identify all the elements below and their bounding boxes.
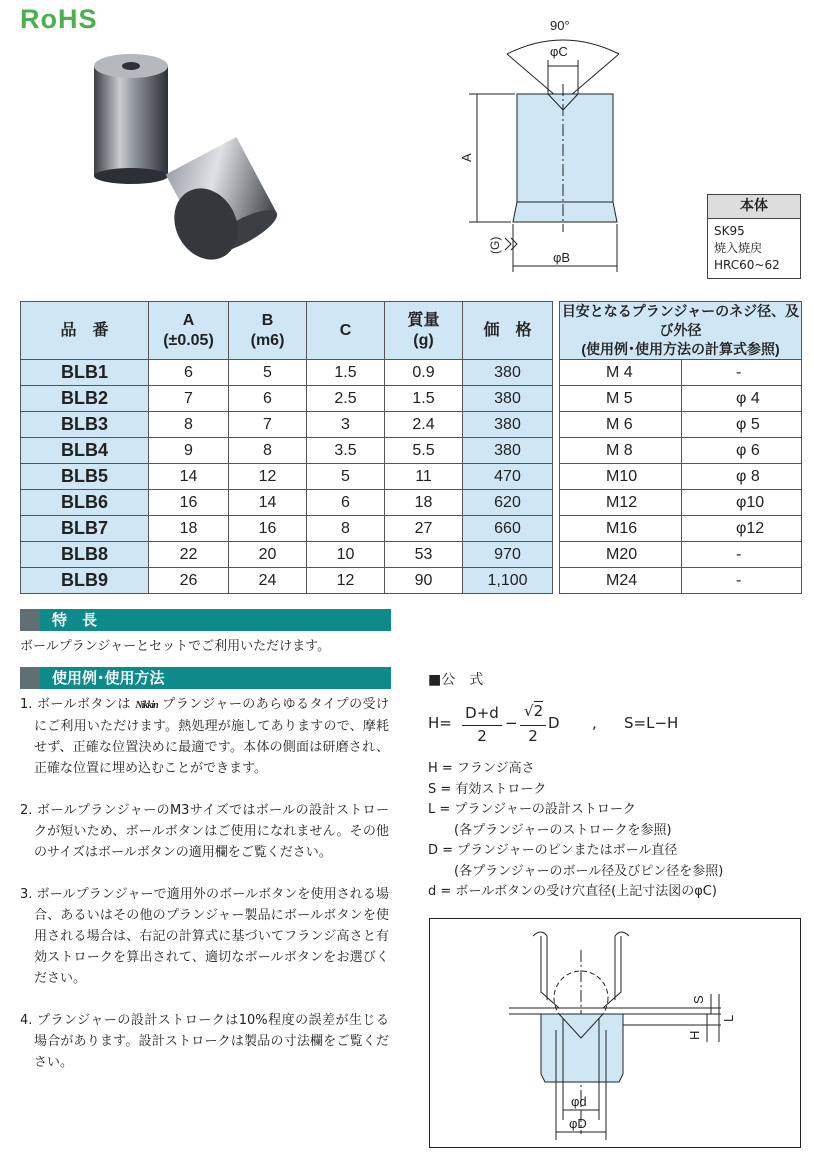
material-header: 本体 bbox=[708, 195, 800, 219]
cell-part: BLB1 bbox=[21, 360, 149, 386]
cell-dia: - bbox=[682, 360, 802, 386]
cell-b: 8 bbox=[229, 438, 307, 464]
plunger-right-wall bbox=[603, 936, 621, 1008]
header-price: 価 格 bbox=[463, 302, 553, 360]
cell-thread: M 5 bbox=[560, 386, 682, 412]
cell-b: 7 bbox=[229, 412, 307, 438]
cell-price: 660 bbox=[463, 516, 553, 542]
cell-price: 380 bbox=[463, 438, 553, 464]
header-plunger: 目安となるプランジャーのネジ径、及び外径 (使用例･使用方法の計算式参照) bbox=[560, 302, 802, 360]
table-header-row bbox=[21, 302, 802, 360]
cell-thread: M 6 bbox=[560, 412, 682, 438]
cell-mass: 11 bbox=[385, 464, 463, 490]
cell-thread: M10 bbox=[560, 464, 682, 490]
cell-c: 2.5 bbox=[307, 386, 385, 412]
cell-a: 9 bbox=[149, 438, 229, 464]
cell-dia: - bbox=[682, 542, 802, 568]
table-gap bbox=[553, 516, 560, 542]
cell-dia: φ 4 bbox=[682, 386, 802, 412]
formula-definitions bbox=[428, 759, 808, 903]
definition-line: (各プランジャーのボール径及びピン径を参照) bbox=[428, 863, 724, 879]
cell-mass: 1.5 bbox=[385, 386, 463, 412]
cell-part: BLB8 bbox=[21, 542, 149, 568]
cell-a: 16 bbox=[149, 490, 229, 516]
definition-line: H = フランジ高さ bbox=[428, 761, 535, 776]
table-row bbox=[21, 412, 802, 438]
cell-a: 8 bbox=[149, 412, 229, 438]
header-mark bbox=[20, 609, 40, 631]
cell-c: 1.5 bbox=[307, 360, 385, 386]
cell-thread: M 4 bbox=[560, 360, 682, 386]
table-row bbox=[21, 360, 802, 386]
cell-part: BLB3 bbox=[21, 412, 149, 438]
cell-b: 16 bbox=[229, 516, 307, 542]
header-part: 品 番 bbox=[21, 302, 149, 360]
table-gap bbox=[553, 542, 560, 568]
cell-mass: 2.4 bbox=[385, 412, 463, 438]
cell-part: BLB2 bbox=[21, 386, 149, 412]
cell-dia: φ12 bbox=[682, 516, 802, 542]
cell-price: 1,100 bbox=[463, 568, 553, 594]
features-header: 特 長 bbox=[20, 609, 391, 631]
material-box bbox=[707, 194, 801, 279]
cell-price: 970 bbox=[463, 542, 553, 568]
cell-c: 6 bbox=[307, 490, 385, 516]
definition-line: D = プランジャーのピンまたはボール直径 bbox=[428, 843, 678, 858]
header-mass: 質量 (g) bbox=[385, 302, 463, 360]
cell-b: 24 bbox=[229, 568, 307, 594]
table-gap bbox=[553, 386, 560, 412]
plunger-left-hook bbox=[533, 932, 547, 1000]
l-label: L bbox=[721, 1014, 736, 1022]
spec-table bbox=[20, 301, 802, 594]
angle-label: 90° bbox=[550, 18, 570, 33]
d-label: φd bbox=[571, 1094, 587, 1109]
cell-a: 18 bbox=[149, 516, 229, 542]
usage-item: 1. ボールボタンは Nikkin プランジャーのあらゆるタイプの受けにご利用いただけます。熱処理が施してありますので、摩耗せず、正確な位置決めに最適です。本体の側面は研磨され、正確な位置に埋め込むことができます。 bbox=[20, 697, 389, 776]
usage-item: 4. プランジャーの設計ストロークは10%程度の誤差が生じる場合があります。設計ストロークは製品の寸法欄をご覧ください。 bbox=[20, 1013, 389, 1070]
cell-dia: - bbox=[682, 568, 802, 594]
cell-mass: 90 bbox=[385, 568, 463, 594]
cell-part: BLB6 bbox=[21, 490, 149, 516]
cell-c: 8 bbox=[307, 516, 385, 542]
cell-dia: φ 5 bbox=[682, 412, 802, 438]
definition-line: L = プランジャーの設計ストローク bbox=[428, 802, 636, 817]
header-mark bbox=[20, 667, 40, 689]
table-row bbox=[21, 490, 802, 516]
b-label: φB bbox=[553, 250, 571, 265]
cell-part: BLB4 bbox=[21, 438, 149, 464]
cell-b: 6 bbox=[229, 386, 307, 412]
cell-mass: 53 bbox=[385, 542, 463, 568]
formula: H= D+d 2 − √2 2 D , S=L−H bbox=[428, 702, 679, 745]
cell-a: 6 bbox=[149, 360, 229, 386]
definition-line: (各プランジャーのストロークを参照) bbox=[428, 822, 672, 838]
cell-price: 380 bbox=[463, 412, 553, 438]
table-row bbox=[21, 516, 802, 542]
brand-logo: Nikkin bbox=[135, 700, 158, 711]
table-row bbox=[21, 386, 802, 412]
cell-part: BLB5 bbox=[21, 464, 149, 490]
cell-thread: M16 bbox=[560, 516, 682, 542]
cell-thread: M24 bbox=[560, 568, 682, 594]
header-a: A (±0.05) bbox=[149, 302, 229, 360]
cell-dia: φ10 bbox=[682, 490, 802, 516]
cell-a: 14 bbox=[149, 464, 229, 490]
cell-dia: φ 8 bbox=[682, 464, 802, 490]
table-gap bbox=[553, 438, 560, 464]
usage-header: 使用例･使用方法 bbox=[20, 667, 391, 689]
cell-thread: M20 bbox=[560, 542, 682, 568]
cell-dia: φ 6 bbox=[682, 438, 802, 464]
plunger-left-wall bbox=[541, 936, 559, 1008]
product-photo bbox=[88, 52, 303, 262]
cell-a: 7 bbox=[149, 386, 229, 412]
dimension-drawing bbox=[455, 10, 695, 272]
formula-title: ■公 式 bbox=[428, 672, 484, 688]
material-line: 焼入焼戻 bbox=[714, 241, 763, 255]
cell-b: 12 bbox=[229, 464, 307, 490]
cell-c: 5 bbox=[307, 464, 385, 490]
cell-price: 380 bbox=[463, 360, 553, 386]
table-gap bbox=[553, 490, 560, 516]
cell-c: 3.5 bbox=[307, 438, 385, 464]
table-gap bbox=[553, 568, 560, 594]
cell-mass: 0.9 bbox=[385, 360, 463, 386]
table-row bbox=[21, 438, 802, 464]
cell-mass: 18 bbox=[385, 490, 463, 516]
material-line: HRC60~62 bbox=[714, 258, 780, 272]
header-c: C bbox=[307, 302, 385, 360]
cell-b: 20 bbox=[229, 542, 307, 568]
cell-mass: 27 bbox=[385, 516, 463, 542]
material-body bbox=[708, 219, 800, 278]
button-outline bbox=[513, 94, 617, 222]
s-label: S bbox=[691, 995, 706, 1004]
table-row bbox=[21, 568, 802, 594]
table-gap bbox=[553, 360, 560, 386]
cell-thread: M12 bbox=[560, 490, 682, 516]
table-gap bbox=[553, 412, 560, 438]
features-text: ボールプランジャーとセットでご利用いただけます。 bbox=[20, 639, 331, 654]
usage-item: 3. ボールプランジャーで適用外のボールボタンを使用される場合、あるいはその他のプランジャー製品にボールボタンを使用される場合は、右記の計算式に基づいてフランジ高さと有効ストロークを算出されて、適切なボールボタンをお選びください。 bbox=[20, 887, 389, 986]
usage-item: 2. ボールプランジャーのM3サイズではボールの設計ストロークが短いため、ボールボタンはご使用になれません。その他のサイズはボールボタンの適用欄をご覧ください。 bbox=[20, 803, 389, 860]
cell-c: 12 bbox=[307, 568, 385, 594]
table-gap bbox=[553, 302, 560, 360]
button-hole-1 bbox=[122, 62, 140, 70]
button-bottom-1 bbox=[94, 168, 168, 184]
cell-price: 470 bbox=[463, 464, 553, 490]
material-line: SK95 bbox=[714, 224, 745, 238]
g-label: (G) bbox=[488, 236, 502, 254]
cell-part: BLB9 bbox=[21, 568, 149, 594]
header-b: B (m6) bbox=[229, 302, 307, 360]
table-gap bbox=[553, 464, 560, 490]
dd-label: φD bbox=[569, 1116, 587, 1131]
cell-b: 14 bbox=[229, 490, 307, 516]
cell-b: 5 bbox=[229, 360, 307, 386]
cell-a: 22 bbox=[149, 542, 229, 568]
table-row bbox=[21, 464, 802, 490]
cell-price: 620 bbox=[463, 490, 553, 516]
rohs-logo: RoHS bbox=[20, 4, 98, 34]
table-row bbox=[21, 542, 802, 568]
cell-part: BLB7 bbox=[21, 516, 149, 542]
cell-c: 3 bbox=[307, 412, 385, 438]
usage-list bbox=[20, 694, 389, 1073]
cell-mass: 5.5 bbox=[385, 438, 463, 464]
a-label: A bbox=[459, 153, 474, 162]
definition-line: d = ボールボタンの受け穴直径(上記寸法図のφC) bbox=[428, 884, 717, 899]
button-body bbox=[541, 1014, 623, 1082]
g-symbol bbox=[505, 238, 517, 250]
button-body-1 bbox=[94, 66, 168, 176]
cell-price: 380 bbox=[463, 386, 553, 412]
cell-thread: M 8 bbox=[560, 438, 682, 464]
usage-diagram bbox=[429, 918, 801, 1148]
c-label: φC bbox=[550, 44, 568, 59]
h-label: H bbox=[687, 1030, 702, 1040]
definition-line: S = 有効ストローク bbox=[428, 781, 547, 797]
cell-a: 26 bbox=[149, 568, 229, 594]
cell-c: 10 bbox=[307, 542, 385, 568]
plunger-right-hook bbox=[615, 932, 629, 1000]
